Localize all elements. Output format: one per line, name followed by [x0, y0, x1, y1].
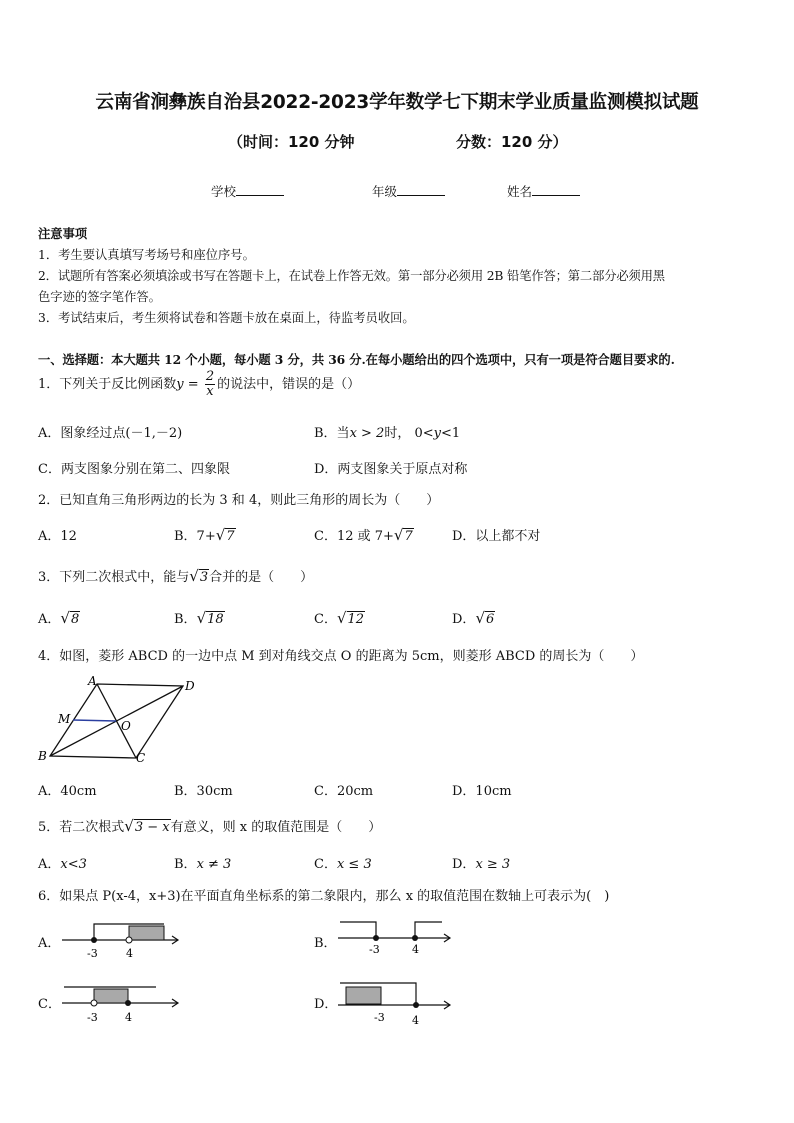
school-label: 学校	[211, 184, 237, 199]
question-2-stem: 2．已知直角三角形两边的长为 3 和 4，则此三角形的周长为（ ）	[38, 493, 440, 508]
solid-point	[91, 937, 97, 943]
q3-stem-post: 合并的是（ ）	[209, 570, 314, 585]
q6-number-line-c	[58, 976, 188, 1026]
q1-denominator: x	[206, 384, 214, 399]
left-bracket	[340, 922, 376, 938]
sqrt-symbol: √7	[393, 526, 413, 544]
school-blank[interactable]	[236, 183, 284, 196]
solid-point	[125, 1000, 131, 1006]
q2-option-a[interactable]: A．12	[38, 529, 77, 544]
q4-option-d[interactable]: D．10cm	[452, 784, 512, 799]
shaded-region	[129, 926, 164, 940]
q6-number-line-b	[334, 913, 459, 963]
q1-stem-pre: 1．下列关于反比例函数	[38, 377, 177, 392]
q5-a-pre: A．	[38, 857, 61, 872]
q1-stem-post: 的说法中，错误的是（）	[217, 377, 361, 392]
sqrt-symbol: √6	[475, 609, 495, 627]
grade-field	[372, 182, 445, 200]
q1-fraction	[205, 370, 215, 399]
shaded-region	[346, 987, 381, 1004]
q5-stem-post: 有意义，则 x 的取值范围是（ ）	[170, 820, 382, 835]
q5-option-a[interactable]	[38, 853, 87, 872]
notice-item: 色字迹的签字笔作答。	[38, 290, 161, 304]
label-m: M	[58, 712, 71, 726]
question-5-stem	[38, 816, 381, 835]
q2-option-b[interactable]	[174, 525, 236, 544]
q6-option-b-label[interactable]: B．	[314, 936, 337, 951]
solid-point	[413, 1002, 419, 1008]
shaded-region	[94, 989, 128, 1003]
q3-a-pre: A．	[38, 612, 61, 627]
sqrt-symbol: √7	[215, 526, 235, 544]
label-b: B	[38, 749, 47, 763]
q3-d-pre: D．	[452, 612, 476, 627]
q3-b-pre: B．	[174, 612, 197, 627]
sqrt-symbol: √8	[60, 609, 80, 627]
notice-item: 2．试题所有答案必须填涂或书写在答题卡上，在试卷上作答无效。第一部分必须用 2B 铅笔作答；第二部分必须用黑	[38, 269, 665, 283]
segment-mo	[73, 720, 116, 721]
tick-label: 4	[412, 1014, 419, 1027]
hollow-point	[126, 937, 132, 943]
hollow-point	[91, 1000, 97, 1006]
q3-option-a[interactable]	[38, 608, 80, 627]
exam-time: （时间：120 分钟	[228, 133, 355, 151]
q3-d-radicand: 6	[486, 612, 495, 627]
q1-b-mid: 时， 0<	[384, 426, 434, 441]
q2-b-pre: B．7+	[174, 529, 216, 544]
q4-option-c[interactable]: C．20cm	[314, 784, 374, 799]
q1-b-post: <1	[440, 426, 461, 441]
question-6-stem: 6．如果点 P(x-4，x+3)在平面直角坐标系的第二象限内，那么 x 的取值范围在数轴上可表示为( )	[38, 889, 610, 904]
exam-title: 云南省涧彝族自治县2022-2023学年数学七下期末学业质量监测模拟试题	[95, 92, 699, 113]
q1-eq: =	[183, 377, 203, 392]
grade-label: 年级	[372, 184, 398, 199]
q1-option-b[interactable]	[314, 422, 460, 441]
q1-option-a[interactable]: A．图象经过点(－1,－2)	[38, 426, 183, 441]
sqrt-symbol: √18	[196, 609, 224, 627]
q5-stem-pre: 5．若二次根式	[38, 820, 125, 835]
section-heading: 一、选择题：本大题共 12 个小题，每小题 3 分，共 36 分.在每小题给出的四个选项中，只有一项是符合题目要求的.	[38, 352, 675, 367]
q2-b-radicand: 7	[226, 529, 235, 544]
q6-option-d-label[interactable]: D．	[314, 997, 338, 1012]
q6-number-line-a	[58, 915, 188, 965]
notice-item: 1．考生要认真填写考场号和座位序号。	[38, 248, 255, 262]
q2-option-c[interactable]	[314, 525, 414, 544]
solid-point	[373, 935, 379, 941]
name-blank[interactable]	[532, 183, 580, 196]
name-field	[507, 182, 580, 200]
q1-b-pre: B．当	[314, 426, 350, 441]
q5-c-math: x ≤ 3	[336, 857, 372, 872]
label-d: D	[185, 679, 195, 693]
q5-c-pre: C．	[314, 857, 337, 872]
tick-label: 4	[125, 1011, 132, 1024]
sqrt-symbol: √12	[336, 609, 365, 627]
q5-radicand: 3 − x	[134, 820, 170, 835]
tick-label: 4	[412, 943, 419, 956]
q5-b-math: x ≠ 3	[196, 857, 232, 872]
solid-point	[412, 935, 418, 941]
rhombus-figure	[30, 672, 210, 772]
name-label: 姓名	[507, 184, 533, 199]
q5-d-math: x ≥ 3	[475, 857, 511, 872]
q5-a-math: x<3	[60, 857, 87, 872]
label-c: C	[136, 751, 146, 765]
q5-option-d[interactable]	[452, 853, 510, 872]
q3-c-radicand: 12	[347, 612, 365, 627]
tick-label: -3	[374, 1011, 385, 1024]
q5-d-pre: D．	[452, 857, 476, 872]
q1-option-c[interactable]: C．两支图象分别在第二、四象限	[38, 462, 230, 477]
q1-y: y	[176, 377, 184, 392]
q3-stem-pre: 3．下列二次根式中，能与	[38, 570, 190, 585]
tick-label: -3	[87, 947, 98, 960]
q1-numerator: 2	[205, 369, 215, 384]
q5-b-pre: B．	[174, 857, 197, 872]
label-a: A	[88, 674, 97, 688]
grade-blank[interactable]	[397, 183, 445, 196]
q5-option-b[interactable]	[174, 853, 231, 872]
q4-option-b[interactable]: B．30cm	[174, 784, 233, 799]
q1-option-d[interactable]: D．两支图象关于原点对称	[314, 462, 468, 477]
q1-b-cond: x > 2	[349, 426, 385, 441]
q5-option-c[interactable]	[314, 853, 372, 872]
label-o: O	[121, 719, 131, 733]
q2-c-radicand: 7	[404, 529, 413, 544]
q3-c-pre: C．	[314, 612, 337, 627]
notice-title: 注意事项	[38, 226, 88, 241]
school-field	[211, 182, 284, 200]
q3-a-radicand: 8	[70, 612, 80, 627]
tick-label: -3	[87, 1011, 98, 1024]
q6-option-c-label[interactable]: C．	[38, 997, 61, 1012]
question-4-stem: 4．如图，菱形 ABCD 的一边中点 M 到对角线交点 O 的距离为 5cm，则菱形 ABCD 的周长为（ ）	[38, 649, 644, 664]
q3-option-c[interactable]	[314, 608, 365, 627]
q3-option-b[interactable]	[174, 608, 225, 627]
question-1-stem	[38, 370, 360, 399]
q6-option-a-label[interactable]: A．	[38, 936, 61, 951]
q3-radicand: 3	[199, 570, 209, 585]
q3-b-radicand: 18	[207, 612, 224, 627]
q4-option-a[interactable]: A．40cm	[38, 784, 97, 799]
tick-label: -3	[369, 943, 380, 956]
q2-option-d[interactable]: D．以上都不对	[452, 529, 541, 544]
tick-label: 4	[126, 947, 133, 960]
sqrt-symbol: √3	[189, 567, 209, 585]
q1-b-y: y	[433, 426, 441, 441]
right-bracket	[415, 922, 442, 938]
question-3-stem	[38, 566, 313, 585]
sqrt-symbol: √3 − x	[124, 817, 170, 835]
q2-c-pre: C．12 或 7+	[314, 529, 394, 544]
exam-score: 分数：120 分）	[456, 133, 568, 151]
q3-option-d[interactable]	[452, 608, 495, 627]
q6-number-line-d	[334, 976, 459, 1028]
notice-item: 3．考试结束后，考生须将试卷和答题卡放在桌面上，待监考员收回。	[38, 311, 415, 325]
